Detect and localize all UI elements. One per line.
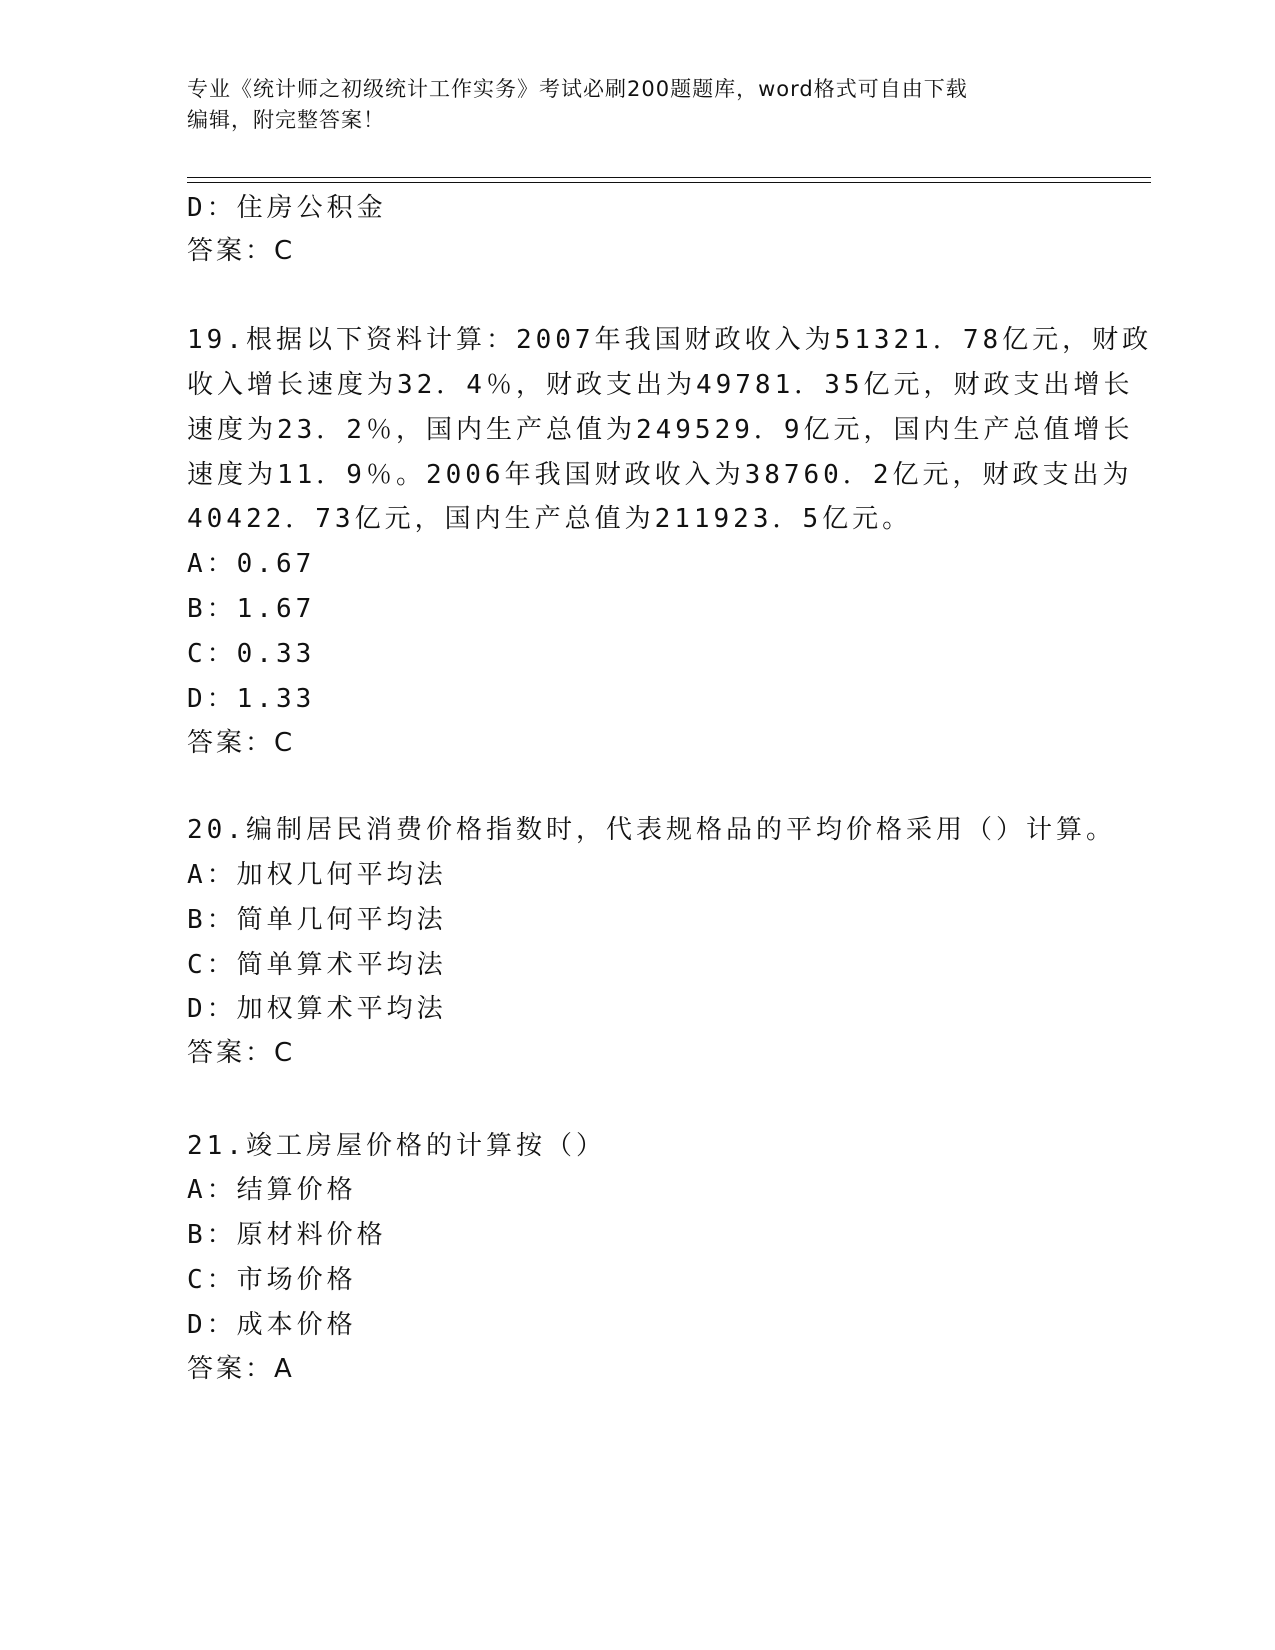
header-line-1: 专业《统计师之初级统计工作实务》考试必刷200题题库，word格式可自由下载 (187, 77, 968, 101)
question-19-option-d: D：1.33 (187, 684, 316, 714)
question-20-answer: 答案：C (187, 1038, 296, 1068)
question-21-text: 21.竣工房屋价格的计算按（） (187, 1131, 606, 1161)
question-21-option-c: C：市场价格 (187, 1265, 357, 1295)
question-19-line-1: 19.根据以下资料计算：2007年我国财政收入为51321．78亿元，财政 (187, 325, 1153, 355)
question-20-text: 20.编制居民消费价格指数时，代表规格品的平均价格采用（）计算。 (187, 815, 1116, 845)
question-19-line-3: 速度为23．2％，国内生产总值为249529．9亿元，国内生产总值增长 (187, 415, 1134, 445)
question-19-answer: 答案：C (187, 728, 296, 758)
question-20-option-b: B：简单几何平均法 (187, 905, 447, 935)
question-21-option-b: B：原材料价格 (187, 1220, 387, 1250)
question-19-option-b: B：1.67 (187, 594, 316, 624)
header-divider-top (187, 177, 1151, 178)
question-19-line-2: 收入增长速度为32．4％，财政支出为49781．35亿元，财政支出增长 (187, 370, 1134, 400)
question-19-line-4: 速度为11．9％。2006年我国财政收入为38760．2亿元，财政支出为 (187, 460, 1133, 490)
answer-line: 答案：C (187, 236, 296, 266)
question-20-option-c: C：简单算术平均法 (187, 950, 447, 980)
question-19-option-a: A：0.67 (187, 549, 316, 579)
question-19-line-5: 40422．73亿元，国内生产总值为211923．5亿元。 (187, 504, 913, 534)
question-20-option-d: D：加权算术平均法 (187, 994, 447, 1024)
document-header (187, 74, 1087, 136)
option-d: D：住房公积金 (187, 193, 387, 223)
question-20-option-a: A：加权几何平均法 (187, 860, 447, 890)
question-21-option-d: D：成本价格 (187, 1310, 357, 1340)
header-divider-bottom (187, 182, 1151, 183)
header-line-2: 编辑，附完整答案！ (187, 108, 385, 132)
question-19-option-c: C：0.33 (187, 639, 316, 669)
question-21-option-a: A：结算价格 (187, 1175, 357, 1205)
question-21-answer: 答案：A (187, 1354, 295, 1384)
